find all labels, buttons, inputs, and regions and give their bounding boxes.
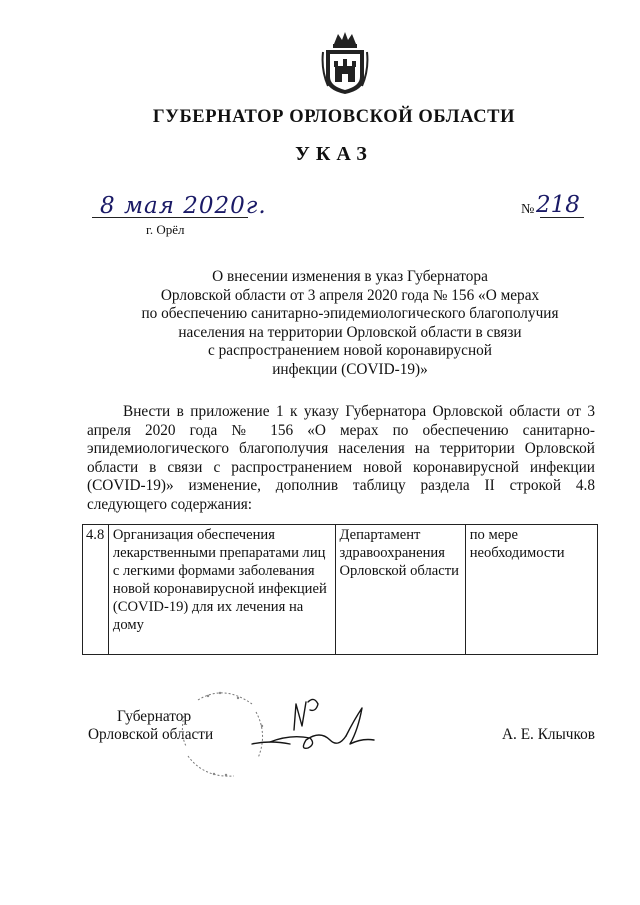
number-underline [540,217,584,218]
subject-line: населения на территории Орловской области в связи [178,323,522,341]
signatory-name: А. Е. Клычков [502,726,596,743]
date-underline [92,217,248,218]
orel-region-coat-of-arms-icon [320,30,370,96]
deadline-cell: по мере необходимости [465,525,597,655]
subject-line: инфекции (COVID-19)» [272,360,428,378]
handwritten-signature-icon [250,690,390,764]
document-type-heading: УКАЗ [295,143,373,165]
subject-line: Орловской области от 3 апреля 2020 года № 156 «О мерах [160,286,540,304]
table-row [83,525,598,655]
subject-line: с распространением новой коронавирусной [208,342,492,360]
signatory-title-region: Орловской области [88,726,214,743]
handwritten-number: 218 [536,192,580,218]
amendment-table [82,524,598,655]
number-label: № [521,202,535,217]
measure-cell: Организация обеспечения лекарственными препаратами лиц с легкими формами заболевания новой коронавирусной инфекцией (COVID-19) для их лечения на дому [108,525,335,655]
signatory-title: Губернатор [117,708,192,725]
issuing-authority-heading: ГУБЕРНАТОР ОРЛОВСКОЙ ОБЛАСТИ [152,107,516,127]
body-paragraph: Внести в приложение 1 к указу Губернатора Орловской области от 3 апреля 2020 года № 156 «О мерах по обеспечению санитарно-эпидемиологического благополучия населения на территории Орловской области в связи с распространением новой коронавирусной инфекции (COVID-19)» изменение, дополнив таблицу раздела II строкой 4.8 следующего содержания: [87,403,595,513]
subject-line: О внесении изменения в указ Губернатора [212,268,488,285]
subject-line: по обеспечению санитарно-эпидемиологического благополучия [141,305,559,323]
responsible-cell: Департамент здравоохранения Орловской области [335,525,465,655]
handwritten-date: 8 мая 2020г. [100,193,267,219]
document-subject [120,268,580,380]
city-label: г. Орёл [146,222,185,237]
row-number-cell: 4.8 [83,525,109,655]
